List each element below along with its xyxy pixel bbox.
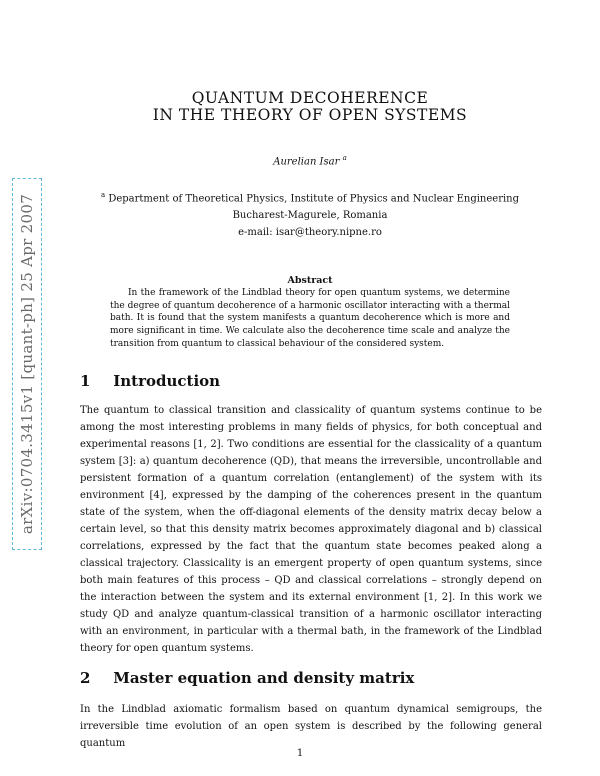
section-2-body: In the Lindblad axiomatic formalism based on quantum dynamical semigroups, the irreversible time evolution of an open system is described by the following general quantum xyxy=(80,704,542,749)
author-name: Aurelian Isar xyxy=(273,156,340,168)
section-heading-1 xyxy=(80,372,220,390)
affiliation-email: e-mail: isar@theory.nipne.ro xyxy=(238,227,382,239)
affiliation-institute: Department of Theoretical Physics, Institute of Physics and Nuclear Engineering xyxy=(108,193,520,205)
affiliation xyxy=(80,187,540,241)
title-line-2: IN THE THEORY OF OPEN SYSTEMS xyxy=(152,106,468,124)
section-title: Master equation and density matrix xyxy=(113,669,415,687)
title-line-1: QUANTUM DECOHERENCE xyxy=(191,89,429,107)
abstract-heading: Abstract xyxy=(287,275,333,286)
section-number: 1 xyxy=(80,372,91,390)
paper-title xyxy=(80,90,540,124)
affiliation-line-1 xyxy=(80,187,540,207)
section-1-body: The quantum to classical transition and classicality of quantum systems continue to be among the most interesting problems in many fields of physics, for both conceptual and experimental reasons [1, 2]. Two conditions are essential for the classicality of a quantum system [3]: a) quantum decoherence (QD), that means the irreversible, uncontrollable and persistent formation of a quantum correlation (entanglement) of the system with its environment [4], expressed by the damping of the coherences present in the quantum state of the system, when the off-diagonal elements of the density matrix decay below a certain level, so that this density matrix becomes approximately diagonal and b) classical correlations, expressed by the fact that the quantum state becomes peaked along a classical trajectory. Classicality is an emergent property of open quantum systems, since both main features of this process – QD and classical correlations – strongly depend on the interaction between the system and its external environment [1, 2]. In this work we study QD and analyze quantum-classical transition of a harmonic oscillator interacting with an environment, in particular with a thermal bath, in the framework of the Lindblad theory for open quantum systems. xyxy=(80,405,542,654)
affiliation-mark: a xyxy=(100,191,106,199)
section-title: Introduction xyxy=(113,372,221,390)
section-number: 2 xyxy=(80,669,91,687)
page-number: 1 xyxy=(296,748,304,759)
abstract-text: In the framework of the Lindblad theory for open quantum systems, we determine the degree of quantum decoherence of a harmonic oscillator interacting with a thermal bath. It is found that the system manifests a quantum decoherence which is more and more significant in time. We calculate also the decoherence time scale and analyze the transition from quantum to classical behaviour of the considered system. xyxy=(110,288,510,349)
arxiv-stamp: arXiv:0704.3415v1 [quant-ph] 25 Apr 2007 xyxy=(18,193,36,535)
author xyxy=(80,154,540,167)
author-affiliation-mark: a xyxy=(342,154,347,162)
affiliation-location: Bucharest-Magurele, Romania xyxy=(232,210,388,222)
section-heading-2 xyxy=(80,669,414,687)
